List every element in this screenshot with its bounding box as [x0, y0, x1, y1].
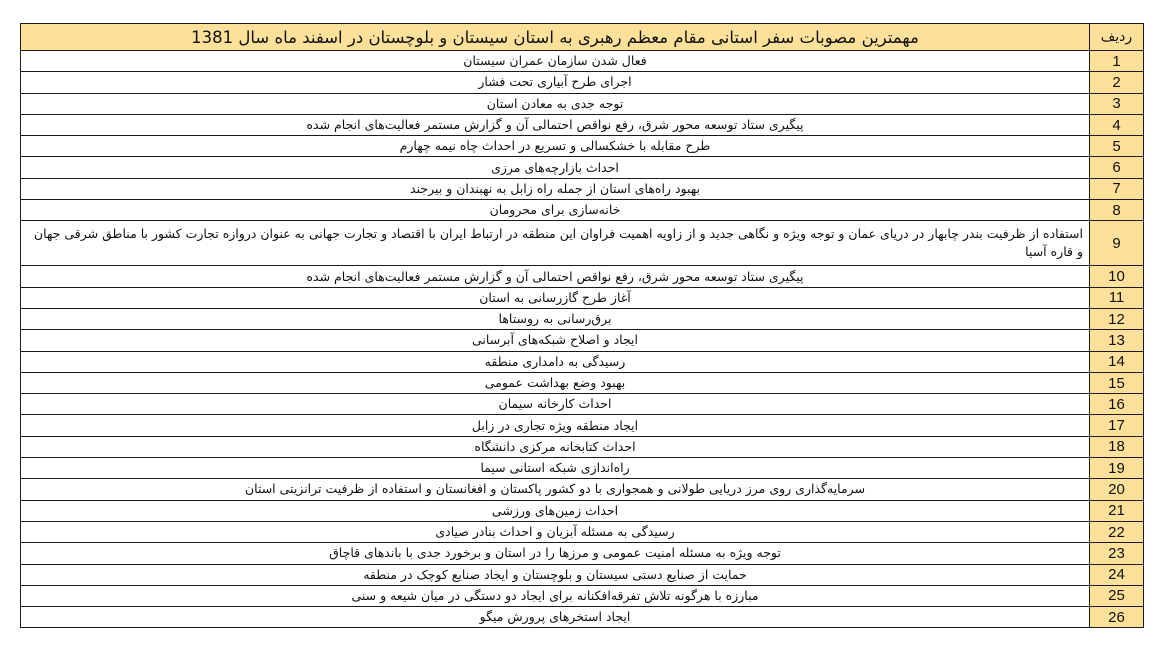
resolution-text-cell: ایجاد استخرهای پرورش میگو — [21, 607, 1090, 628]
row-number-cell: 5 — [1090, 136, 1144, 157]
row-number-cell: 21 — [1090, 500, 1144, 521]
row-number-cell: 26 — [1090, 607, 1144, 628]
resolution-text-cell: رسیدگی به مسئله آبزیان و احداث بنادر صیادی — [21, 521, 1090, 542]
row-number-cell: 11 — [1090, 287, 1144, 308]
resolutions-table — [20, 23, 1144, 628]
resolution-text-cell: آغاز طرح گازرسانی به استان — [21, 287, 1090, 308]
resolution-text-cell: احداث کارخانه سیمان — [21, 394, 1090, 415]
table-row — [21, 93, 1144, 114]
row-number-cell: 12 — [1090, 308, 1144, 329]
resolution-text-cell: بهبود راه‌های استان از جمله راه زابل به نهبندان و بیرجند — [21, 178, 1090, 199]
table-row — [21, 308, 1144, 329]
resolution-text-cell: توجه ویژه به مسئله امنیت عمومی و مرزها را در استان و برخورد جدی با باندهای قاچاق — [21, 543, 1090, 564]
resolution-text-cell: پیگیری ستاد توسعه محور شرق، رفع نواقص احتمالی آن و گزارش مستمر فعالیت‌های انجام شده — [21, 266, 1090, 287]
resolution-text-cell: فعال شدن سازمان عمران سیستان — [21, 51, 1090, 72]
resolution-text-cell: خانه‌سازی برای محرومان — [21, 200, 1090, 221]
resolution-text-cell: احداث بازارچه‌های مرزی — [21, 157, 1090, 178]
table-row — [21, 136, 1144, 157]
row-number-cell: 10 — [1090, 266, 1144, 287]
resolution-text-cell: رسیدگی به دامداری منطقه — [21, 351, 1090, 372]
resolution-text-cell: ایجاد منطقه ویژه تجاری در زابل — [21, 415, 1090, 436]
row-number-cell: 9 — [1090, 221, 1144, 266]
table-row — [21, 351, 1144, 372]
resolution-text-cell: برق‌رسانی به روستاها — [21, 308, 1090, 329]
row-number-header: ردیف — [1090, 24, 1144, 51]
table-row — [21, 521, 1144, 542]
table-row — [21, 372, 1144, 393]
table-row — [21, 607, 1144, 628]
row-number-cell: 16 — [1090, 394, 1144, 415]
table-row — [21, 415, 1144, 436]
row-number-cell: 14 — [1090, 351, 1144, 372]
table-row — [21, 266, 1144, 287]
row-number-cell: 2 — [1090, 72, 1144, 93]
resolution-text-cell: حمایت از صنایع دستی سیستان و بلوچستان و ایجاد صنایع کوچک در منطقه — [21, 564, 1090, 585]
resolution-text-cell: طرح مقابله با خشکسالی و تسریع در احداث چاه نیمه چهارم — [21, 136, 1090, 157]
resolution-text-cell: راه‌اندازی شبکه استانی سیما — [21, 458, 1090, 479]
resolution-text-cell: بهبود وضع بهداشت عمومی — [21, 372, 1090, 393]
row-number-cell: 25 — [1090, 585, 1144, 606]
resolution-text-cell: پیگیری ستاد توسعه محور شرق، رفع نواقص احتمالی آن و گزارش مستمر فعالیت‌های انجام شده — [21, 114, 1090, 135]
resolution-text-cell: مبارزه با هرگونه تلاش تفرقه‌افکنانه برای ایجاد دو دستگی در میان شیعه و سنی — [21, 585, 1090, 606]
resolution-text-cell: استفاده از ظرفیت بندر چابهار در دریای عمان و توجه ویژه و نگاهی جدید و از زاویه اهمیت فراوان این منطقه در ارتباط ایران با اقتصاد و تجارت جهانی به عنوان دروازه تجارت کشور با مناطق شرقی جهان و قاره آسیا — [21, 221, 1090, 266]
resolution-text-cell: سرمایه‌گذاری روی مرز دریایی طولانی و همجواری با دو کشور پاکستان و افغانستان و استفاده از ظرفیت ترانزیتی استان — [21, 479, 1090, 500]
resolution-text-cell: احداث کتابخانه مرکزی دانشگاه — [21, 436, 1090, 457]
table-row — [21, 436, 1144, 457]
table-row — [21, 200, 1144, 221]
row-number-cell: 17 — [1090, 415, 1144, 436]
row-number-cell: 1 — [1090, 51, 1144, 72]
table-row — [21, 585, 1144, 606]
table-row — [21, 157, 1144, 178]
resolution-text-cell: اجرای طرح آبیاری تحت فشار — [21, 72, 1090, 93]
table-row — [21, 287, 1144, 308]
row-number-cell: 15 — [1090, 372, 1144, 393]
table-row — [21, 221, 1144, 266]
table-row — [21, 330, 1144, 351]
table-row — [21, 543, 1144, 564]
table-row — [21, 394, 1144, 415]
row-number-cell: 23 — [1090, 543, 1144, 564]
row-number-cell: 7 — [1090, 178, 1144, 199]
resolution-text-cell: توجه جدی به معادن استان — [21, 93, 1090, 114]
row-number-cell: 13 — [1090, 330, 1144, 351]
row-number-cell: 8 — [1090, 200, 1144, 221]
row-number-cell: 4 — [1090, 114, 1144, 135]
table-row — [21, 178, 1144, 199]
row-number-cell: 6 — [1090, 157, 1144, 178]
table-row — [21, 564, 1144, 585]
row-number-cell: 19 — [1090, 458, 1144, 479]
table-row — [21, 458, 1144, 479]
table-row — [21, 479, 1144, 500]
table-row — [21, 72, 1144, 93]
resolution-text-cell: ایجاد و اصلاح شبکه‌های آبرسانی — [21, 330, 1090, 351]
table-row — [21, 500, 1144, 521]
table-row — [21, 114, 1144, 135]
resolutions-table-container — [20, 23, 1144, 628]
table-header-row — [21, 24, 1144, 51]
row-number-cell: 24 — [1090, 564, 1144, 585]
table-title-header: مهمترین مصوبات سفر استانی مقام معظم رهبری به استان سیستان و بلوچستان در اسفند ماه سال 1381 — [21, 24, 1090, 51]
row-number-cell: 3 — [1090, 93, 1144, 114]
row-number-cell: 22 — [1090, 521, 1144, 542]
resolution-text-cell: احداث زمین‌های ورزشی — [21, 500, 1090, 521]
table-row — [21, 51, 1144, 72]
row-number-cell: 18 — [1090, 436, 1144, 457]
table-body — [21, 51, 1144, 628]
row-number-cell: 20 — [1090, 479, 1144, 500]
